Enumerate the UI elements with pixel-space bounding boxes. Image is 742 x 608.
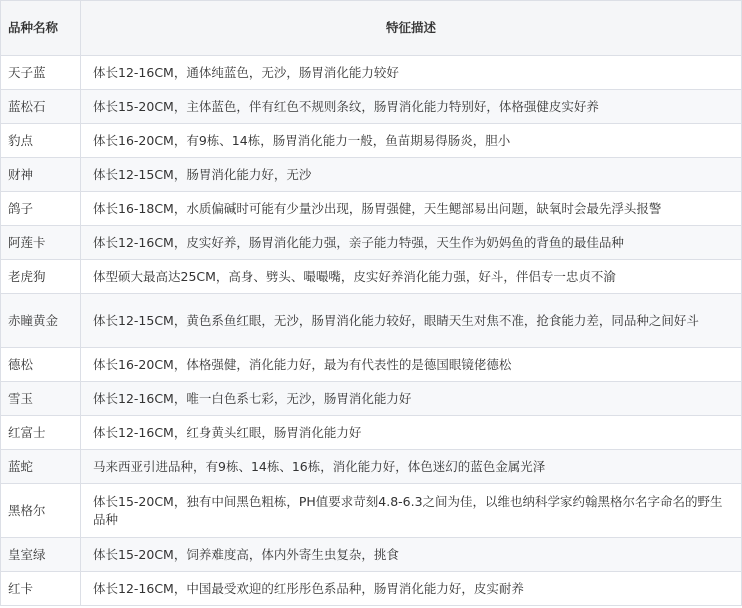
variety-name-cell: 赤瞳黄金 bbox=[1, 294, 81, 348]
feature-description-cell: 体长15-20CM，独有中间黑色粗栋，PH值要求苛刻4.8-6.3之间为佳，以维也纳科学家约翰黑格尔名字命名的野生品种 bbox=[81, 484, 742, 538]
feature-description-cell: 体长16-18CM，水质偏碱时可能有少量沙出现，肠胃强健，天生鳃部易出问题，缺氧时会最先浮头报警 bbox=[81, 192, 742, 226]
header-variety-name: 品种名称 bbox=[1, 1, 81, 56]
variety-name-cell: 蓝蛇 bbox=[1, 450, 81, 484]
variety-name-cell: 鸽子 bbox=[1, 192, 81, 226]
variety-name-cell: 豹点 bbox=[1, 124, 81, 158]
variety-name-cell: 红卡 bbox=[1, 572, 81, 606]
feature-description-cell: 体长12-16CM，中国最受欢迎的红彤彤色系品种，肠胃消化能力好，皮实耐养 bbox=[81, 572, 742, 606]
table-row bbox=[1, 450, 742, 484]
table-row bbox=[1, 124, 742, 158]
variety-name-cell: 老虎狗 bbox=[1, 260, 81, 294]
table-row bbox=[1, 416, 742, 450]
feature-description-cell: 体长12-16CM，皮实好养，肠胃消化能力强，亲子能力特强，天生作为奶妈鱼的背鱼的最佳品种 bbox=[81, 226, 742, 260]
feature-description-cell: 体长12-16CM，红身黄头红眼，肠胃消化能力好 bbox=[81, 416, 742, 450]
variety-name-cell: 财神 bbox=[1, 158, 81, 192]
variety-name-cell: 阿莲卡 bbox=[1, 226, 81, 260]
table-row bbox=[1, 260, 742, 294]
feature-description-cell: 体长15-20CM，饲养难度高，体内外寄生虫复杂，挑食 bbox=[81, 538, 742, 572]
table-row bbox=[1, 294, 742, 348]
table-row bbox=[1, 348, 742, 382]
table-row bbox=[1, 484, 742, 538]
table-row bbox=[1, 572, 742, 606]
feature-description-cell: 体长15-20CM，主体蓝色，伴有红色不规则条纹，肠胃消化能力特别好，体格强健皮实好养 bbox=[81, 90, 742, 124]
feature-description-cell: 体长12-16CM，通体纯蓝色，无沙，肠胃消化能力较好 bbox=[81, 56, 742, 90]
table-row bbox=[1, 382, 742, 416]
feature-description-cell: 马来西亚引进品种，有9栋、14栋、16栋，消化能力好，体色迷幻的蓝色金属光泽 bbox=[81, 450, 742, 484]
table-row bbox=[1, 56, 742, 90]
header-feature-description: 特征描述 bbox=[81, 1, 742, 56]
variety-name-cell: 红富士 bbox=[1, 416, 81, 450]
table-row bbox=[1, 538, 742, 572]
feature-description-cell: 体长16-20CM，体格强健，消化能力好，最为有代表性的是德国眼镜佬德松 bbox=[81, 348, 742, 382]
table-row bbox=[1, 192, 742, 226]
variety-name-cell: 黑格尔 bbox=[1, 484, 81, 538]
feature-description-cell: 体长12-15CM，肠胃消化能力好，无沙 bbox=[81, 158, 742, 192]
variety-name-cell: 皇室绿 bbox=[1, 538, 81, 572]
table-row bbox=[1, 158, 742, 192]
feature-description-cell: 体长12-16CM，唯一白色系七彩，无沙，肠胃消化能力好 bbox=[81, 382, 742, 416]
variety-name-cell: 德松 bbox=[1, 348, 81, 382]
table-header-row bbox=[1, 1, 742, 56]
variety-name-cell: 蓝松石 bbox=[1, 90, 81, 124]
variety-name-cell: 雪玉 bbox=[1, 382, 81, 416]
feature-description-cell: 体长12-15CM，黄色系鱼红眼，无沙，肠胃消化能力较好，眼睛天生对焦不准，抢食能力差，同品种之间好斗 bbox=[81, 294, 742, 348]
feature-description-cell: 体长16-20CM，有9栋、14栋，肠胃消化能力一般，鱼苗期易得肠炎，胆小 bbox=[81, 124, 742, 158]
variety-name-cell: 天子蓝 bbox=[1, 56, 81, 90]
table-row bbox=[1, 226, 742, 260]
table-row bbox=[1, 90, 742, 124]
feature-description-cell: 体型硕大最高达25CM，高身、劈头、嘬嘬嘴，皮实好养消化能力强，好斗，伴侣专一忠贞不渝 bbox=[81, 260, 742, 294]
